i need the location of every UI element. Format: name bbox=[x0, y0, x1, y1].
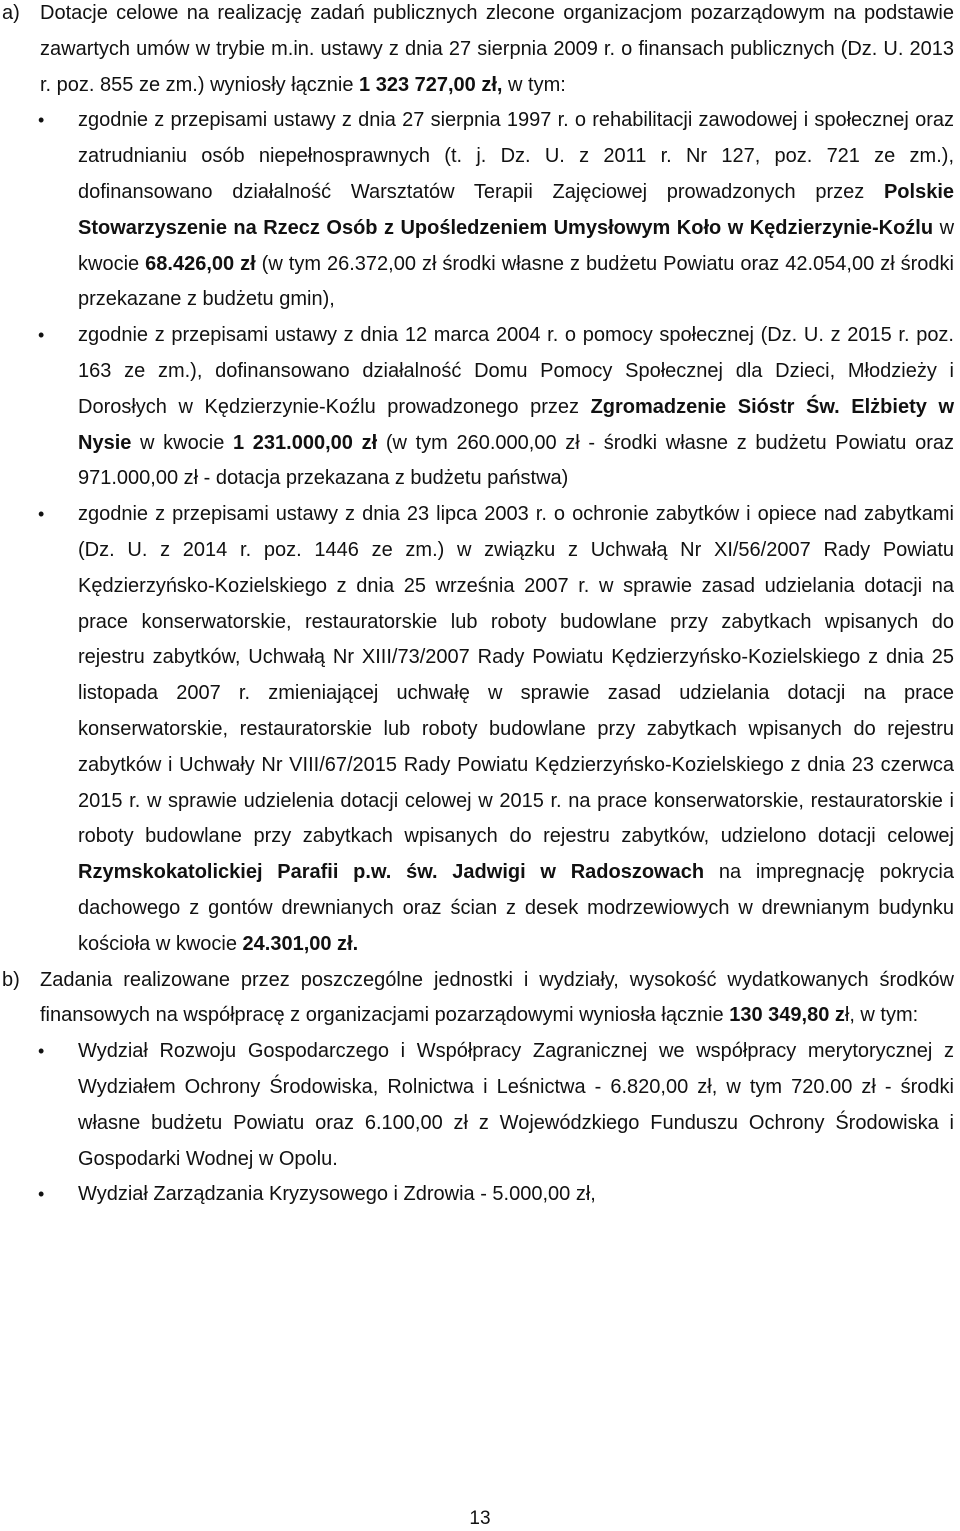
text-run: Wydział Rozwoju Gospodarczego i Współpracy Zagranicznej we współpracy merytorycznej z Wydziałem Ochrony Środowiska, Rolnictwa i Leśnictwa - 6.820,00 zł, w tym 720.00 zł - środki własne budżetu Powiatu oraz 6.100,00 zł z Wojewódzkiego Funduszu Ochrony Środowiska i Gospodarki Wodnej w Opolu. bbox=[78, 1040, 954, 1170]
bold-text-run: Rzymskokatolickiej Parafii p.w. św. Jadwigi w Radoszowach bbox=[78, 861, 705, 884]
bold-text-run: 68.426,00 zł bbox=[145, 252, 256, 275]
text-run: zgodnie z przepisami ustawy z dnia 23 lipca 2003 r. o ochronie zabytków i opiece nad zabytkami (Dz. U. z 2014 r. poz. 1446 ze zm.) w związku z Uchwałą Nr XI/56/2007 Rady Powiatu Kędzierzyńsko-Kozielskiego z dnia 25 września 2007 r. w sprawie zasad udzielania dotacji na prace konserwatorskie, restauratorskie lub roboty budowlane przy zabytkach wpisanych do rejestru zabytków, Uchwałą Nr XIII/73/2007 Rady Powiatu Kędzierzyńsko-Kozielskiego z dnia 25 listopada 2007 r. zmieniającej uchwałę w sprawie zasad udzielania dotacji na prace konserwatorskie, restauratorskie lub roboty budowlane przy zabytkach wpisanych do rejestru zabytków i Uchwały Nr VIII/67/2015 Rady Powiatu Kędzierzyńsko-Kozielskiego z dnia 23 czerwca 2015 r. w sprawie udzielenia dotacji celowej w 2015 r. na prace konserwatorskie, restauratorskie i roboty budowlane przy zabytkach wpisanych do rejestru zabytków, udzielono dotacji celowej bbox=[78, 503, 954, 848]
text-run: Wydział Zarządzania Kryzysowego i Zdrowia - 5.000,00 zł, bbox=[78, 1183, 596, 1206]
bold-text-run: Polskie Stowarzyszenie na Rzecz Osób z Upośledzeniem Umysłowym Koło w Kędzierzynie-Koźlu bbox=[78, 180, 954, 239]
bullet-paragraph bbox=[78, 103, 954, 318]
text-run: na impregnację pokrycia dachowego z gontów drewnianych oraz ścian z desek modrzewiowych w drewnianym budynku kościoła w kwocie bbox=[78, 861, 954, 955]
text-run: ł, w tym: bbox=[844, 1004, 919, 1027]
bullet-paragraph bbox=[78, 318, 954, 497]
bullet-item bbox=[0, 1177, 960, 1213]
bullet-icon: • bbox=[38, 504, 45, 525]
bold-text-run: Zgromadzenie Sióstr Św. Elżbiety w Nysie bbox=[78, 395, 955, 454]
section-b bbox=[0, 963, 960, 1214]
bullet-icon: • bbox=[38, 325, 45, 346]
bullet-icon: • bbox=[38, 1184, 45, 1205]
bold-text-run: 130 349,80 z bbox=[729, 1004, 845, 1027]
bullet-paragraph bbox=[78, 497, 954, 962]
bold-text-run: 1 231.000,00 zł bbox=[233, 431, 378, 454]
bullet-item bbox=[0, 1034, 960, 1177]
bullet-icon: • bbox=[38, 110, 45, 131]
bullet-icon: • bbox=[38, 1041, 45, 1062]
section-marker: b) bbox=[2, 968, 20, 991]
bold-text-run: 24.301,00 zł. bbox=[242, 932, 359, 955]
text-run: w tym: bbox=[502, 73, 566, 96]
section-intro-paragraph bbox=[40, 0, 954, 103]
bullet-item bbox=[0, 497, 960, 962]
bullet-paragraph bbox=[78, 1177, 954, 1213]
text-run: (w tym 26.372,00 zł środki własne z budżetu Powiatu oraz 42.054,00 zł środki przekazane z budżetu gmin), bbox=[78, 252, 954, 311]
text-run: (w tym 260.000,00 zł - środki własne z budżetu Powiatu oraz 971.000,00 zł - dotacja przekazana z budżetu państwa) bbox=[78, 431, 954, 490]
text-run: Dotacje celowe na realizację zadań publicznych zlecone organizacjom pozarządowym na podstawie zawartych umów w trybie m.in. ustawy z dnia 27 sierpnia 2009 r. o finansach publicznych (Dz. U. 2013 r. poz. 855 ze zm.) wyniosły łącznie bbox=[40, 2, 954, 96]
text-run: zgodnie z przepisami ustawy z dnia 27 sierpnia 1997 r. o rehabilitacji zawodowej i społecznej oraz zatrudnianiu osób niepełnosprawnych (t. j. Dz. U. z 2011 r. Nr 127, poz. 721 ze zm.), dofinansowano działalność Warsztatów Terapii Zajęciowej prowadzonych przez bbox=[78, 109, 954, 203]
section-intro-paragraph bbox=[40, 963, 954, 1035]
text-run: w kwocie bbox=[78, 216, 955, 275]
bullet-item bbox=[0, 103, 960, 318]
text-run: Zadania realizowane przez poszczególne jednostki i wydziały, wysokość wydatkowanych środków finansowych na współpracę z organizacjami pozarządowymi wyniosła łącznie bbox=[40, 968, 954, 1027]
bullet-item bbox=[0, 318, 960, 497]
section-marker: a) bbox=[2, 2, 20, 24]
text-run: w kwocie bbox=[131, 431, 233, 454]
page-number: 13 bbox=[469, 1508, 491, 1529]
bullet-paragraph bbox=[78, 1034, 954, 1177]
text-run: zgodnie z przepisami ustawy z dnia 12 marca 2004 r. o pomocy społecznej (Dz. U. z 2015 r. poz. 163 ze zm.), dofinansowano działalność Domu Pomocy Społecznej dla Dzieci, Młodzieży i Dorosłych w Kędzierzynie-Koźlu prowadzonego przez bbox=[78, 324, 954, 418]
bold-text-run: 1 323 727,00 zł, bbox=[359, 73, 503, 96]
